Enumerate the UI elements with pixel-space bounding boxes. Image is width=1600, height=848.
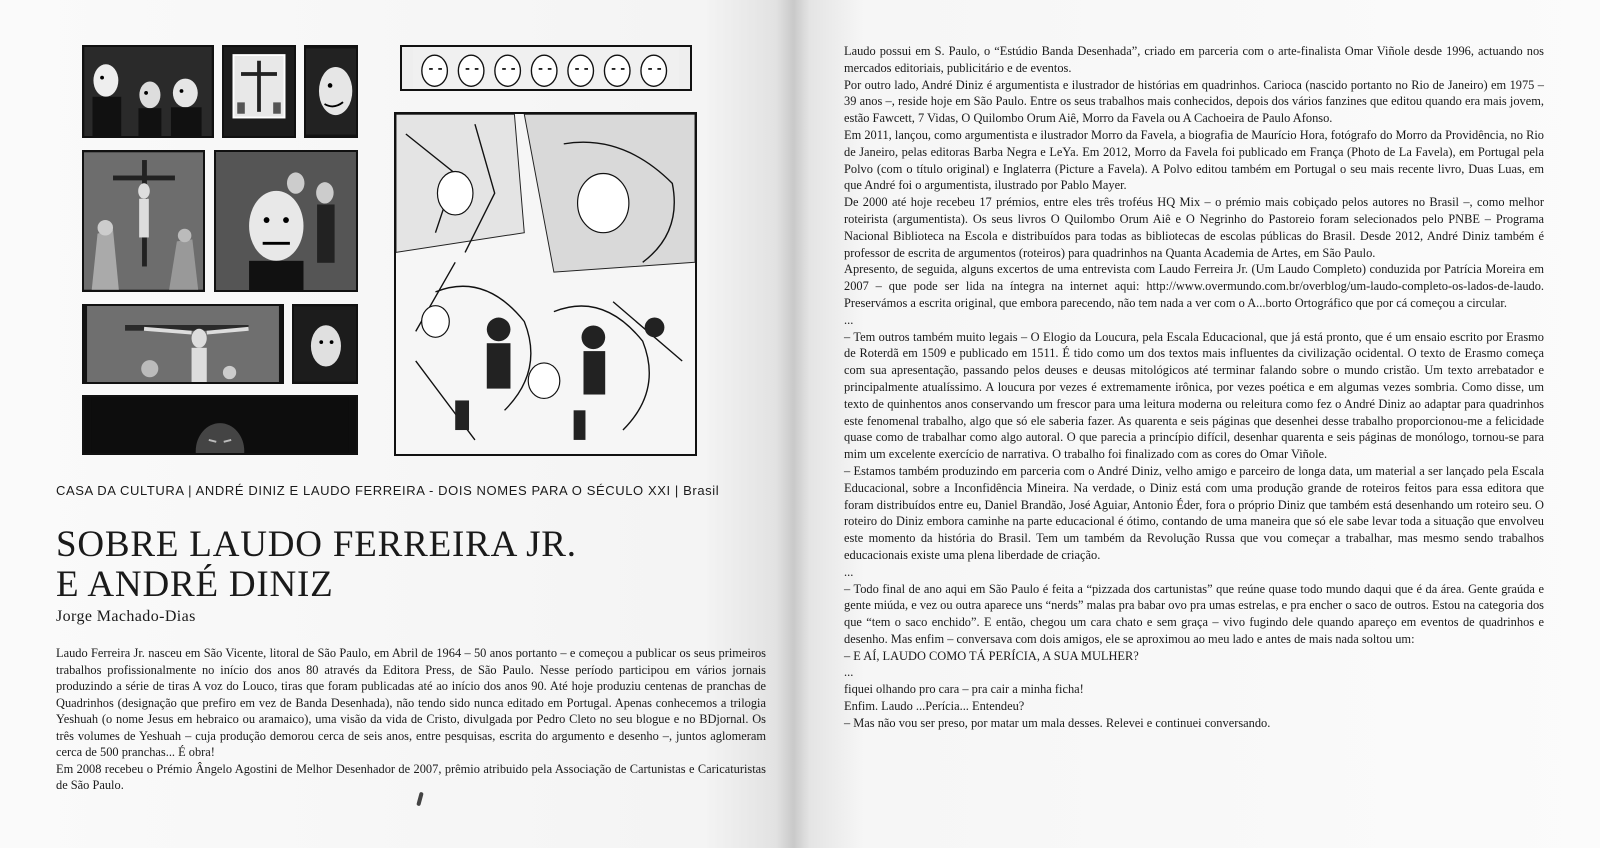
- comic-panel-faces: [82, 45, 214, 138]
- paragraph: – Todo final de ano aqui em São Paulo é feita a “pizzada dos cartunistas” que reúne quase todo mundo daqui que é da área. Gente graúda e gente miúda, e vez ou outra aparece uns “nerds” malas pra babar ovo pra umas estrelas, e pra encher o saco de outros. Estou na categoria dos que “tem o saco enchido”. E então, chegou um cara chato e sem graça – vivo fugindo dele quando apareço em eventos de quadrinhos e desenho. Mas enfim – conversava com dois amigos, ele se aproximou ao meu lado e antes de mais nada soltou um:: [844, 581, 1544, 646]
- ellipsis-line: ...: [844, 564, 854, 579]
- comic-panel-dark: [82, 395, 358, 455]
- quote-line: – E AÍ, LAUDO COMO TÁ PERÍCIA, A SUA MULHER?: [844, 648, 1139, 663]
- comic-panel-cross-wide: [82, 304, 284, 384]
- comic-art: [306, 47, 356, 136]
- paragraph: Em 2011, lançou, como argumentista e ilustrador Morro da Favela, a biografia de Maurício Hora, fotógrafo do Morro da Providência, no Rio de Janeiro, pelas editoras Barba Negra e LeYa. Em 2012, Morro da Favela foi publicado em França (Photo de La Favela), em Portugal pela Polvo (com o título original) e Inglaterra (Picture a Favela). A Polvo editou também em Portugal o seu mais recente livro, Duas Luas, em que André foi o argumentista, ilustrado por Pablo Mayer.: [844, 127, 1544, 193]
- comic-art: [84, 47, 212, 136]
- left-page: [0, 0, 790, 848]
- comic-panel-strip-faces: [400, 45, 692, 91]
- paragraph: De 2000 até hoje recebeu 17 prémios, entre eles três troféus HQ Mix – o prémio mais cobiçado pelos autores no Brasil –, como melhor roteirista (argumentista). Os seus livros O Quilombo Orum Aiê e O Negrinho do Pastoreio foram selecionados pelo PNBE – Programa Nacional Biblioteca na Escola e distribuídos para todas as bibliotecas de escolas públicas do Brasil. Desde 2012, André Diniz também é professor de escrita de argumentos (roteiros) para quadrinhos na Quanta Academia de Artes, em São Paulo.: [844, 195, 1544, 260]
- comic-art: [224, 47, 294, 136]
- paragraph: Em 2008 recebeu o Prémio Ângelo Agostini de Melhor Desenhador de 2007, prêmio atribuido pela Associação de Cartunistas e Caricaturistas de São Paulo.: [56, 761, 766, 792]
- comic-panel-battle-scene: [394, 112, 697, 456]
- comic-panel-crowd: [214, 150, 358, 292]
- ellipsis-line: ...: [844, 665, 854, 680]
- paragraph: Por outro lado, André Diniz é argumentista e ilustrador de histórias em quadrinhos. Carioca (nascido portanto no Rio de Janeiro) em 1975 – 39 anos –, reside hoje em São Paulo. Entre os seus trabalhos mais conhecidos, depois dos vários fanzines que editou quando era mais jovem, estão Fawcett, 7 Vidas, O Quilombo Orum Aiê, Morro da Favela ou A Cachoeira de Paulo Afonso.: [844, 77, 1544, 126]
- comic-art: [216, 152, 356, 290]
- comic-art: [294, 306, 356, 382]
- comic-art: [84, 306, 282, 382]
- article-title: [56, 525, 776, 605]
- comic-panel-face-right: [304, 45, 358, 138]
- comic-panel-crucifixion: [82, 150, 205, 292]
- paragraph: – Mas não vou ser preso, por matar um mala desses. Relevei e continuei conversando.: [844, 715, 1271, 730]
- title-line-2: E ANDRÉ DINIZ: [56, 564, 334, 605]
- comic-panel-crucifix-frame: [222, 45, 296, 138]
- comic-panel-face-small: [292, 304, 358, 384]
- article-author: Jorge Machado-Dias: [56, 608, 196, 625]
- paragraph: Apresento, de seguida, alguns excertos de uma entrevista com Laudo Ferreira Jr. (Um Laudo Completo) conduzida por Patrícia Moreira em 2007 – que pode ser lida na íntegra na internet aqui: http://www.overmundo.com.br/overblog/um-laudo-completo-os-lados-de-laudo. Preservámos a escrita original, que embora parecendo, não tem nada a ver com o A...borto Ortográfico que por cá começou a circular.: [844, 262, 1544, 310]
- ink-mark: [416, 792, 423, 807]
- left-body-text: [56, 645, 766, 794]
- paragraph: fiquei olhando pro cara – pra cair a minha ficha!: [844, 682, 1084, 697]
- section-header: CASA DA CULTURA | ANDRÉ DINIZ E LAUDO FERREIRA - DOIS NOMES PARA O SÉCULO XXI | Brasil: [56, 483, 720, 498]
- ellipsis-line: ...: [844, 312, 854, 327]
- paragraph: Laudo possui em S. Paulo, o “Estúdio Banda Desenhada”, criado em parceria com o arte-finalista Omar Viñole desde 1996, actuando nos mercados editoriais, publicitário e de eventos.: [844, 44, 1544, 75]
- right-body-text: [844, 43, 1544, 732]
- paragraph: Laudo Ferreira Jr. nasceu em São Vicente, litoral de São Paulo, em Abril de 1964 – 50 anos portanto – e começou a publicar os seus primeiros trabalhos profissionalmente no início dos anos 80 através da Editora Press, de São Paulo. Nesse período participou em vários jornais produzindo a série de tiras A voz do Louco, tiras que foram publicadas até ao início dos anos 90. Até hoje produziu centenas de pranchas de Quadrinhos (designação que prefiro em vez de Banda Desenhada), não tendo sido nunca editado em Portugal. Apenas conhecemos a trilogia Yeshuah (o nome Jesus em hebraico ou aramaico), uma visão da vida de Cristo, divulgada por Pedro Cleto no seu blogue e no BDjornal. Os três volumes de Yeshuah – cuja produção demorou cerca de seis anos, entre pesquisas, escrita do argumento e desenho –, juntos aglomeram cerca de 500 pranchas... É obra!: [56, 646, 766, 759]
- comic-art: [84, 397, 356, 453]
- comic-art: [396, 114, 695, 454]
- paragraph: – Estamos também produzindo em parceria com o André Diniz, velho amigo e parceiro de longa data, um material a ser lançado pela Escala Educacional, sobre a Inconfidência Mineira. Na verdade, o Diniz está com uma produção grande de roteiros feitos para essa editora que foram distribuídos entre eu, Daniel Brandão, José Aguiar, Antonio Éder, fora o próprio Diniz que também está desenhando um roteiro seu. O roteiro do Diniz embora caminhe na parte educacional é ótimo, contando de uma maneira que só ele sabe levar toda a situação que envolveu este momento da história do Brasil. Tem um também da Revolução Russa que vou começar a trabalhar, mas mesmo sendo trabalhos educacionais existe uma plena liberdade de criação.: [844, 463, 1544, 562]
- comic-art: [402, 47, 690, 89]
- comic-art: [84, 152, 203, 290]
- paragraph: Enfim. Laudo ...Perícia... Entendeu?: [844, 699, 1025, 714]
- title-line-1: SOBRE LAUDO FERREIRA JR.: [56, 524, 577, 565]
- paragraph: – Tem outros também muito legais – O Elogio da Loucura, pela Escala Educacional, que já está pronto, que é um ensaio escrito por Erasmo de Roterdã em 1509 e publicado em 1511. É tido como um dos textos mais influentes da civilização ocidental. O texto de Erasmo começa com sua apresentação, passando pelos deuses e deusas mitológicos até terminar falando sobre o mundo cristão. Um texto arrebatador e principalmente atualíssimo. A loucura por vezes é extremamente irônica, por vezes poética e em algumas vezes sombria. Como disse, um texto de quinhentos anos conservando um frescor para uma leitura moderna ou releitura como fez o André Diniz ao adaptar para quadrinhos este fenomenal trabalho, algo que só ele saberia fazer. As quarenta e seis páginas que desenhei desse trabalho proporcionou-me a felicidade quase como de trabalhar como algo autoral. O que parecia a princípio difícil, desenhar quarenta e seis páginas de monólogo, tornou-se para mim um excelente exercício de narrativa. O trabalho foi finalizado com as cores do Omar Viñole.: [844, 329, 1544, 462]
